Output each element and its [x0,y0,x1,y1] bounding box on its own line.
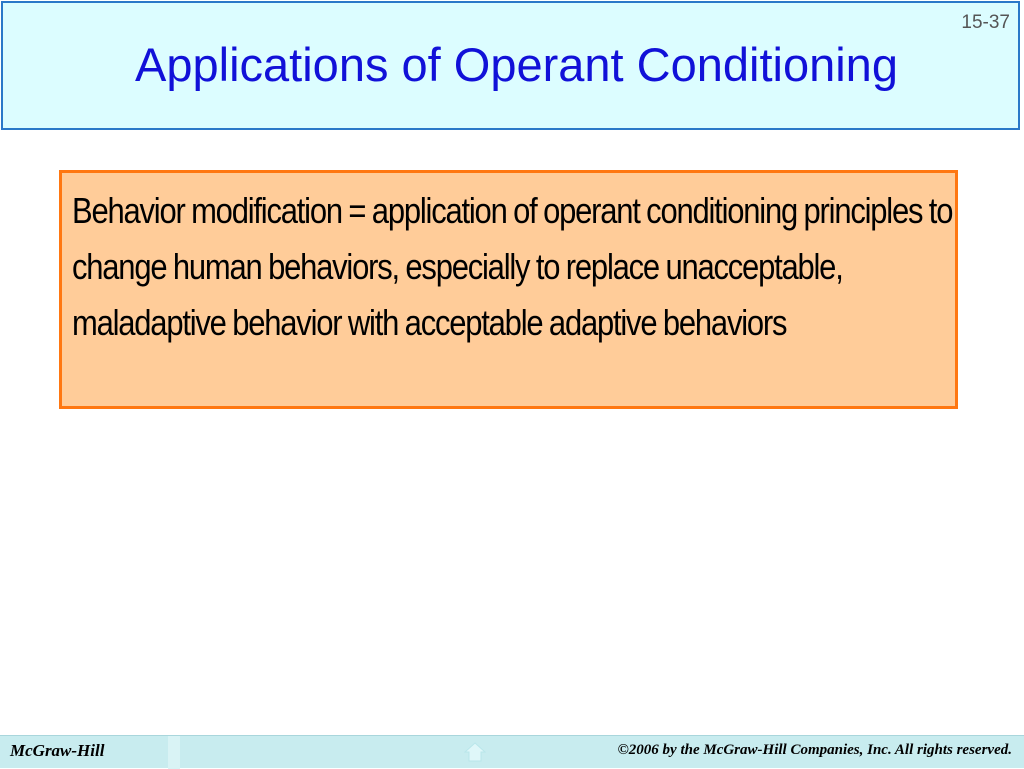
home-icon[interactable] [464,741,486,763]
copyright-text: ©2006 by the McGraw-Hill Companies, Inc. All rights reserved. [617,742,1012,758]
footer-bar [0,735,1024,768]
publisher-label: McGraw-Hill [10,741,105,760]
slide-title: Applications of Operant Conditioning [135,38,898,91]
definition-box [59,170,958,409]
slide-number: 15-37 [961,12,1010,33]
footer-divider [168,736,180,769]
definition-text: Behavior modification = application of operant conditioning principles to change human behaviors, especially to replace unacceptable, maladaptive behavior with acceptable adaptive behaviors [72,190,953,343]
title-banner [1,1,1020,130]
